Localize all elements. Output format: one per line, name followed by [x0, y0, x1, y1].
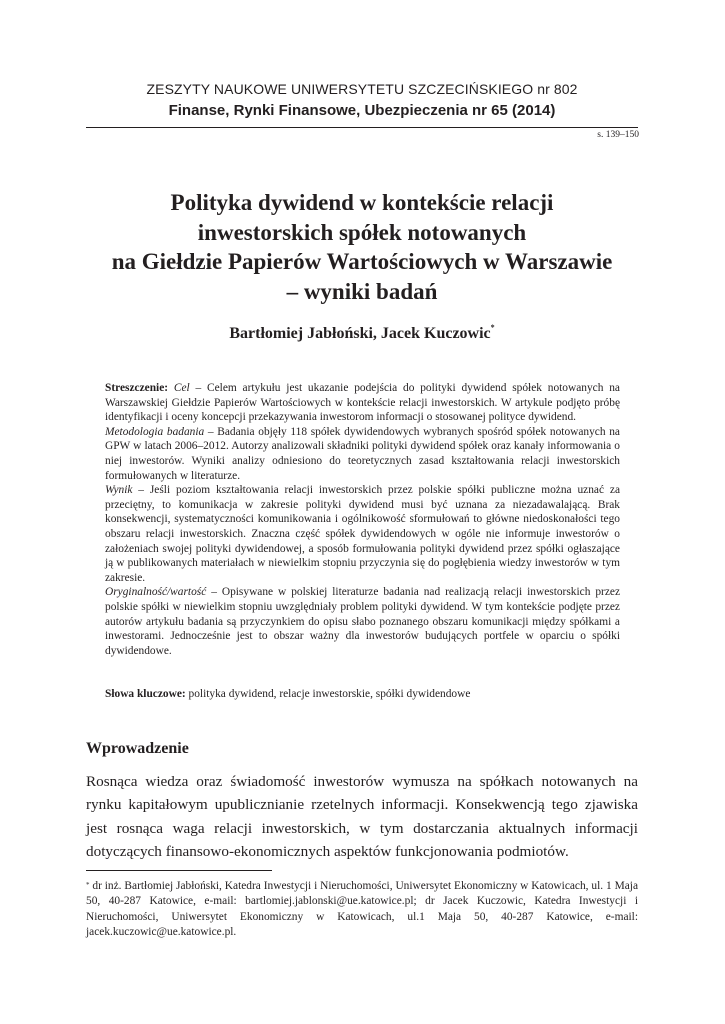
originality-text: – Opisywane w polskiej literaturze badania nad realizacją relacji inwestorskich przez polskie spółki w niewielkim stopniu uwzględniały problem polityki dywidend. W tym kontekście podjęte przez autorów artykułu badania są przyczynkiem do opisu słabo poznanego obszaru komunikacji między spółkami a inwestorami. Jednocześnie jest to obszar ważny dla inwestorów budujących portfele w oparciu o spółki dywidendowe.	[105, 586, 620, 657]
introduction-paragraph: Rosnąca wiedza oraz świadomość inwestorów wymusza na spółkach notowanych na rynku kapitałowym upublicznianie rzetelnych informacji. Konsekwencją tego zjawiska jest rosnąca waga relacji inwestorskich, w tym dostarczania aktualnych informacji dotyczących finansowo-ekonomicznych aspektów funkcjonowania podmiotów.	[86, 773, 638, 861]
abstract-originality	[105, 585, 620, 658]
abstract-result	[105, 483, 620, 585]
keywords-label: Słowa kluczowe:	[105, 688, 186, 700]
footnote-marker: *	[86, 881, 90, 889]
originality-label: Oryginalność/wartość	[105, 586, 207, 599]
method-text: – Badania objęły 118 spółek dywidendowych wybranych spośród spółek notowanych na GPW w latach 2006–2012. Autorzy analizowali składniki polityki dywidend spółek oraz kanały informowania o niej inwestorów. Wyniki analizy odniesiono do teoretycznych zasad kształtowania relacji inwestorskich formułowanych w literaturze.	[105, 425, 620, 482]
abstract	[105, 381, 620, 658]
title-line: na Giełdzie Papierów Wartościowych w Warszawie	[111, 249, 613, 274]
footnote	[86, 879, 638, 941]
result-label: Wynik	[105, 484, 133, 497]
article-title	[86, 188, 638, 306]
abstract-goal	[105, 381, 620, 425]
authors	[86, 325, 638, 343]
abstract-label: Streszczenie:	[105, 382, 169, 394]
keywords-text: polityka dywidend, relacje inwestorskie, spółki dywidendowe	[185, 688, 471, 700]
keywords	[105, 687, 620, 702]
section-heading-introduction: Wprowadzenie	[86, 740, 189, 757]
author-names: Bartłomiej Jabłoński, Jacek Kuczowic	[229, 325, 491, 342]
journal-issue: Finanse, Rynki Finansowe, Ubezpieczenia nr 65 (2014)	[168, 102, 556, 119]
goal-text: – Celem artykułu jest ukazanie podejścia do polityki dywidend spółek notowanych na Warszawskiej Giełdzie Papierów Wartościowych w kontekście relacji inwestorskich. W artykule podjęto próbę identyfikacji i oceny koncepcji przekazywania inwestorom informacji o stosowanej polityce dywidend.	[105, 382, 620, 424]
goal-label: Cel	[173, 382, 190, 394]
footnote-divider	[86, 870, 272, 871]
title-line: Polityka dywidend w kontekście relacji	[170, 190, 554, 215]
result-text: – Jeśli poziom kształtowania relacji inwestorskich przez polskie spółki publiczne można uznać za przeciętny, to komunikacja w zakresie polityki dywidend musi być uznana za niezadawalającą. Brak konsekwencji, systematyczności komunikowania i ogólnikowość sformułowań to główne niedoskonałości tego obszaru relacji inwestorskich. Znaczna część spółek dywidendowych w ogóle nie informuje inwestorów o założeniach swojej polityki dywidendowej, a sposób formułowania polityki dywidend przez spółki ogłaszające ją w publikowanych materiałach w niewielkim stopniu przyczynia się do pogłębienia wiedzy inwestorów w tym zakresie.	[105, 484, 620, 584]
method-label: Metodologia badania	[105, 425, 205, 438]
author-footnote-marker[interactable]: *	[490, 323, 495, 332]
footnote-text: dr inż. Bartłomiej Jabłoński, Katedra Inwestycji i Nieruchomości, Uniwersytet Ekonomiczny w Katowicach, ul. 1 Maja 50, 40-287 Katowice, e-mail: bartlomiej.jablonski@ue.katowice.pl; dr Jacek Kuczowic, Katedra Inwestycji i Nieruchomości, Uniwersytet Ekonomiczny w Katowicach, ul.1 Maja 50, 40-287 Katowice, e-mail: jacek.kuczowic@ue.katowice.pl.	[86, 880, 638, 939]
abstract-method	[105, 425, 620, 483]
header-divider	[86, 127, 638, 128]
journal-name: ZESZYTY NAUKOWE UNIWERSYTETU SZCZECIŃSKIEGO nr 802	[146, 81, 578, 97]
title-line: inwestorskich spółek notowanych	[197, 219, 527, 245]
page-range: s. 139–150	[597, 130, 639, 140]
title-line: – wyniki badań	[286, 278, 438, 304]
